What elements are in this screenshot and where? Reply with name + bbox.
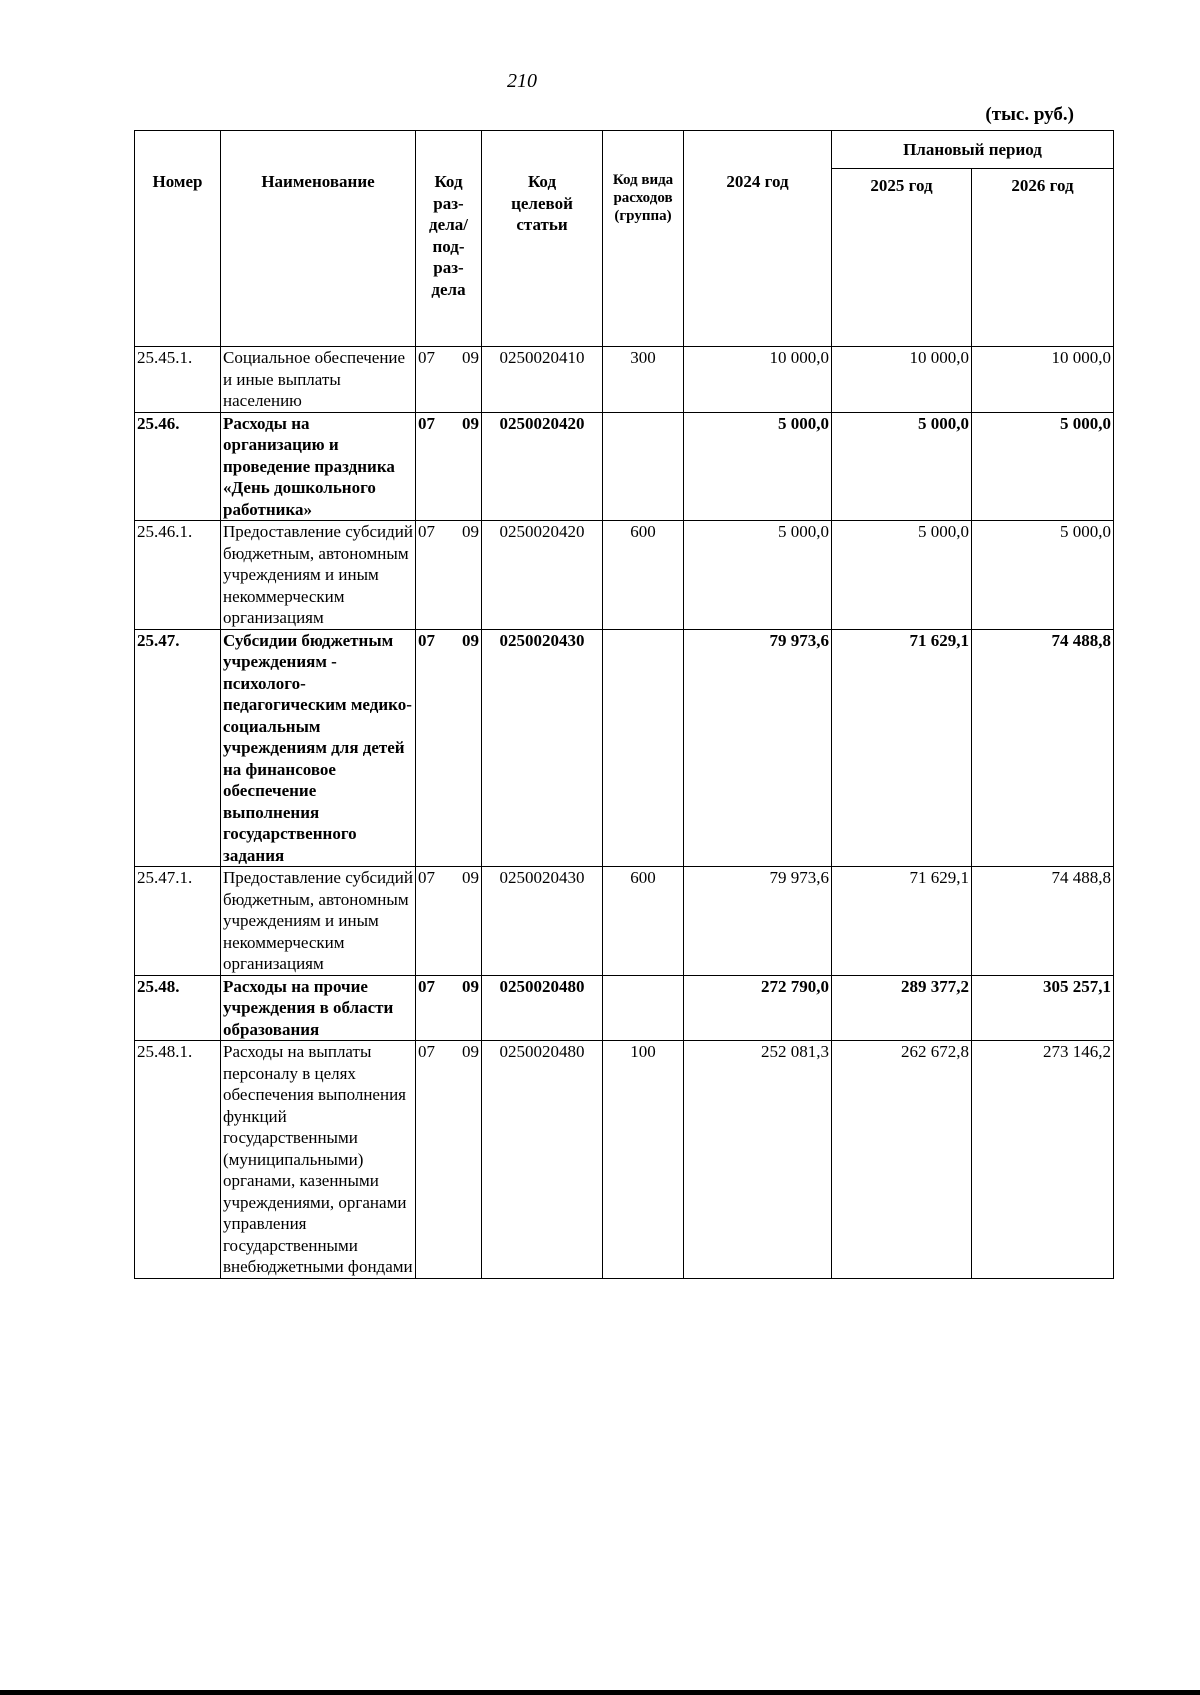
row-value-2025: 10 000,0: [832, 347, 972, 413]
table-row: [135, 521, 1114, 630]
row-section-code: [416, 629, 482, 867]
row-name: Расходы на организацию и проведение праздника «День дошкольного работника»: [221, 412, 416, 521]
table-row: [135, 347, 1114, 413]
row-number: 25.48.: [135, 975, 221, 1041]
section-code: 07: [418, 976, 435, 996]
header-section-text: Код раз- дела/ под- раз- дела: [429, 172, 468, 299]
row-name: Субсидии бюджетным учреждениям - психолого-педагогическим медико-социальным учреждениям для детей на финансовое обеспечение выполнения государственного задания: [221, 629, 416, 867]
table-row: [135, 1041, 1114, 1279]
row-value-2025: 289 377,2: [832, 975, 972, 1041]
row-section-code: [416, 975, 482, 1041]
row-value-2024: 5 000,0: [684, 521, 832, 630]
row-value-2025: 71 629,1: [832, 867, 972, 976]
row-value-2026: 5 000,0: [972, 521, 1114, 630]
row-expense-type: [603, 412, 684, 521]
header-expense-type: Код вида расходов (группа): [603, 131, 684, 347]
section-code: 07: [418, 413, 435, 433]
header-2024: 2024 год: [684, 131, 832, 347]
header-target-text: Код целевой статьи: [511, 172, 573, 234]
row-value-2024: 252 081,3: [684, 1041, 832, 1279]
row-section-code: [416, 1041, 482, 1279]
row-value-2024: 79 973,6: [684, 629, 832, 867]
section-code: 07: [418, 1042, 435, 1061]
budget-table: [134, 130, 1114, 1279]
section-code: 07: [418, 348, 435, 367]
header-2025: 2025 год: [832, 169, 972, 347]
page-bottom-rule: [0, 1690, 1200, 1695]
section-code: 07: [418, 522, 435, 541]
row-name: Предоставление субсидий бюджетным, автономным учреждениям и иным некоммерческим организациям: [221, 867, 416, 976]
header-target: [482, 131, 603, 347]
row-value-2025: 5 000,0: [832, 521, 972, 630]
header-number: Номер: [135, 131, 221, 347]
row-value-2026: 5 000,0: [972, 412, 1114, 521]
row-value-2024: 5 000,0: [684, 412, 832, 521]
row-number: 25.45.1.: [135, 347, 221, 413]
row-section-code: [416, 412, 482, 521]
row-value-2024: 272 790,0: [684, 975, 832, 1041]
row-value-2026: 273 146,2: [972, 1041, 1114, 1279]
row-target-code: 0250020430: [482, 629, 603, 867]
row-section-code: [416, 867, 482, 976]
row-value-2025: 5 000,0: [832, 412, 972, 521]
row-value-2025: 71 629,1: [832, 629, 972, 867]
row-name: Расходы на выплаты персоналу в целях обеспечения выполнения функций государственными (муниципальными) органами, казенными учреждениями, органами управления государственными внебюджетными фондами: [221, 1041, 416, 1279]
subsection-code: 09: [462, 522, 479, 541]
row-value-2024: 10 000,0: [684, 347, 832, 413]
row-value-2026: 74 488,8: [972, 629, 1114, 867]
row-name: Предоставление субсидий бюджетным, автономным учреждениям и иным некоммерческим организациям: [221, 521, 416, 630]
subsection-code: 09: [462, 630, 479, 650]
row-value-2025: 262 672,8: [832, 1041, 972, 1279]
row-target-code: 0250020420: [482, 412, 603, 521]
row-target-code: 0250020430: [482, 867, 603, 976]
header-2026: 2026 год: [972, 169, 1114, 347]
row-number: 25.46.1.: [135, 521, 221, 630]
row-expense-type: [603, 629, 684, 867]
table-row: [135, 867, 1114, 976]
header-section: [416, 131, 482, 347]
row-expense-type: 100: [603, 1041, 684, 1279]
row-value-2026: 74 488,8: [972, 867, 1114, 976]
row-number: 25.48.1.: [135, 1041, 221, 1279]
row-name: Расходы на прочие учреждения в области образования: [221, 975, 416, 1041]
row-value-2026: 305 257,1: [972, 975, 1114, 1041]
header-name: Наименование: [221, 131, 416, 347]
subsection-code: 09: [462, 348, 479, 367]
subsection-code: 09: [462, 976, 479, 996]
row-number: 25.46.: [135, 412, 221, 521]
row-expense-type: [603, 975, 684, 1041]
row-section-code: [416, 521, 482, 630]
row-target-code: 0250020480: [482, 1041, 603, 1279]
section-code: 07: [418, 630, 435, 650]
row-value-2024: 79 973,6: [684, 867, 832, 976]
row-section-code: [416, 347, 482, 413]
header-planning-period: Плановый период: [832, 131, 1114, 169]
table-row: [135, 975, 1114, 1041]
subsection-code: 09: [462, 868, 479, 887]
row-expense-type: 600: [603, 521, 684, 630]
row-name: Социальное обеспечение и иные выплаты населению: [221, 347, 416, 413]
section-code: 07: [418, 868, 435, 887]
row-target-code: 0250020420: [482, 521, 603, 630]
subsection-code: 09: [462, 413, 479, 433]
table-row: [135, 412, 1114, 521]
row-expense-type: 600: [603, 867, 684, 976]
subsection-code: 09: [462, 1042, 479, 1061]
row-number: 25.47.1.: [135, 867, 221, 976]
page-number: 210: [507, 70, 537, 92]
units-label: (тыс. руб.): [985, 104, 1074, 125]
row-target-code: 0250020480: [482, 975, 603, 1041]
row-number: 25.47.: [135, 629, 221, 867]
row-value-2026: 10 000,0: [972, 347, 1114, 413]
row-target-code: 0250020410: [482, 347, 603, 413]
row-expense-type: 300: [603, 347, 684, 413]
table-row: [135, 629, 1114, 867]
